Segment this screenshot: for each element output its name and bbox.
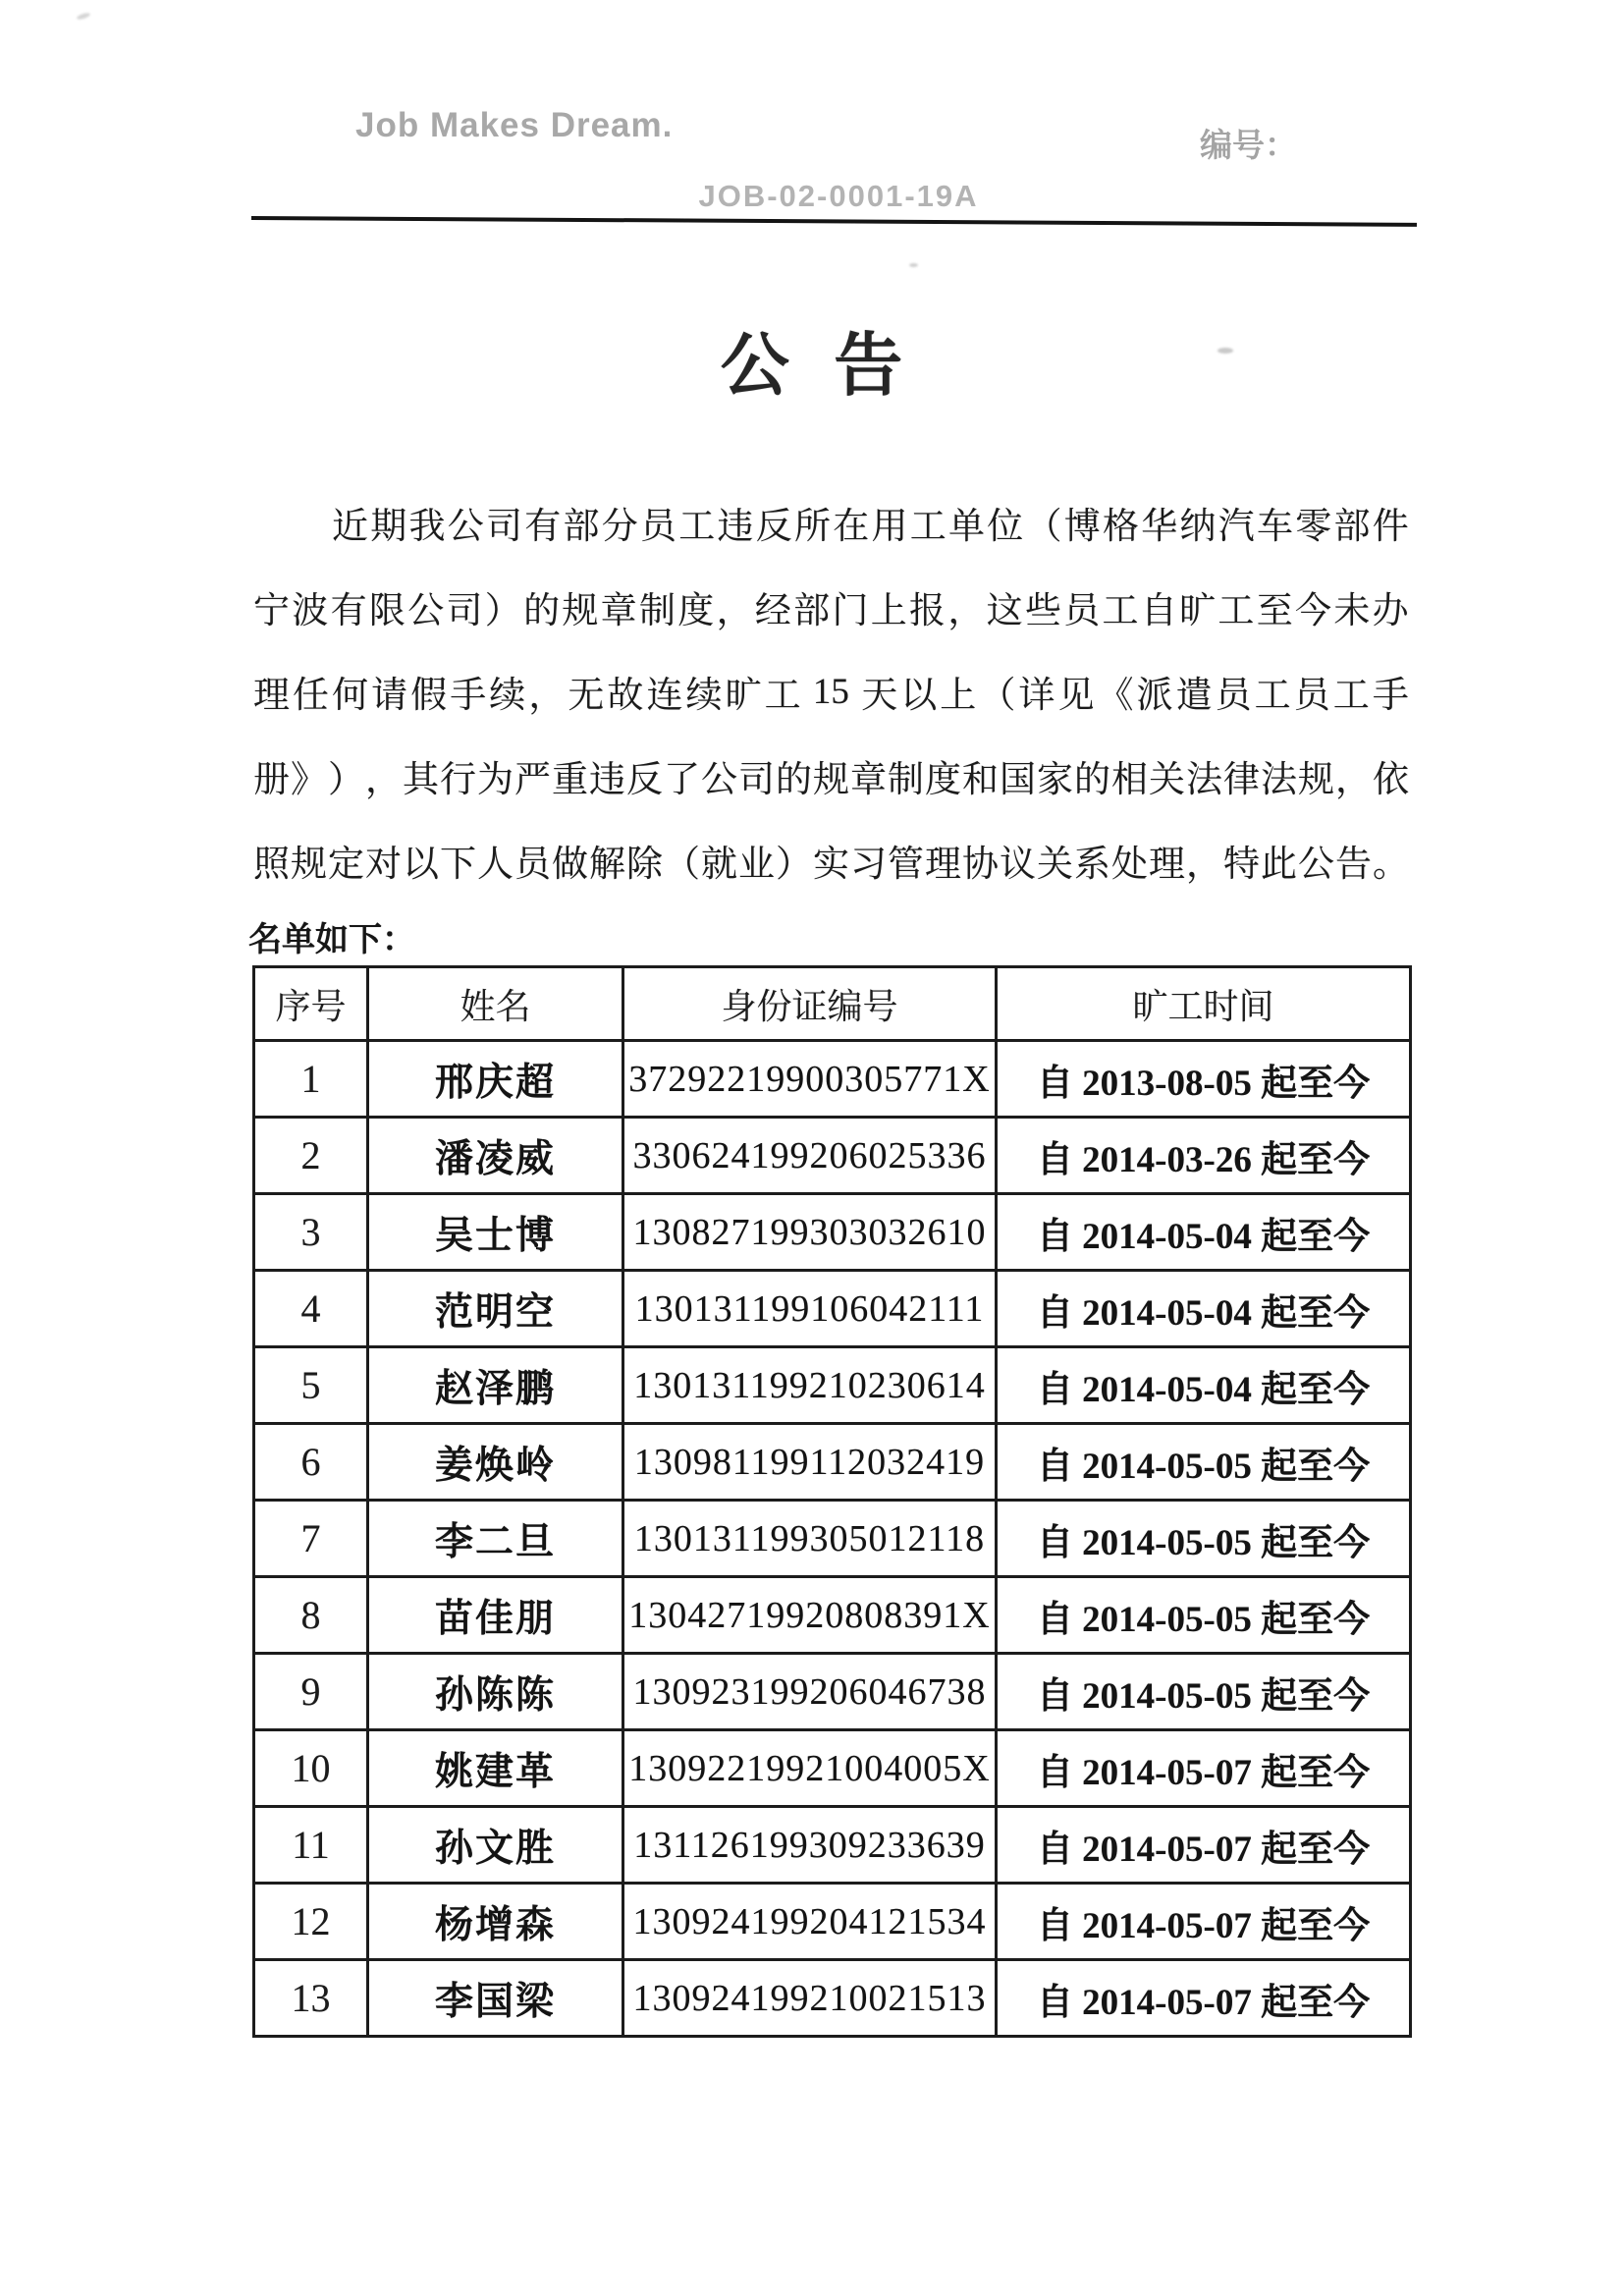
cell-name: 苗佳朋: [368, 1577, 623, 1654]
cell-absence-period: 自 2013-08-05 起至今: [997, 1041, 1411, 1118]
body-line: 册 》 ） ， 其 行 为 严 重 违 反 了 公 司 的 规 章 制 度 和 国 家 的 相 关 法 律 法 规 ， 依: [253, 760, 1409, 800]
cell-index: 10: [254, 1730, 368, 1807]
cell-id-number: 330624199206025336: [623, 1118, 997, 1194]
cell-index: 1: [254, 1041, 368, 1118]
table-row: [254, 1118, 1411, 1194]
cell-id-number: 130131199305012118: [623, 1501, 997, 1577]
doc-code: JOB-02-0001-19A: [698, 179, 979, 213]
cell-id-number: 130924199204121534: [623, 1884, 997, 1960]
cell-absence-period: 自 2014-05-04 起至今: [997, 1194, 1411, 1271]
body-line: 照 规 定 对 以 下 人 员 做 解 除 （ 就 业 ） 实 习 管 理 协 议 关 系 处 理 ， 特 此 公 告 。: [253, 845, 1409, 885]
scan-speck: [909, 263, 918, 267]
table-row: [254, 1347, 1411, 1424]
cell-absence-period: 自 2014-05-04 起至今: [997, 1347, 1411, 1424]
table-row: [254, 1501, 1411, 1577]
body-line: 理 任 何 请 假 手 续 ， 无 故 连 续 旷 工 15 天 以 上 （ 详 见 《 派 遣 员 工 员 工 手: [253, 671, 1409, 716]
cell-absence-period: 自 2014-05-05 起至今: [997, 1501, 1411, 1577]
cell-absence-period: 自 2014-05-07 起至今: [997, 1960, 1411, 2037]
cell-name: 李二旦: [368, 1501, 623, 1577]
cell-index: 11: [254, 1807, 368, 1884]
cell-absence-period: 自 2014-05-05 起至今: [997, 1577, 1411, 1654]
table-row: [254, 1960, 1411, 2037]
cell-absence-period: 自 2014-05-05 起至今: [997, 1654, 1411, 1730]
cell-absence-period: 自 2014-05-07 起至今: [997, 1730, 1411, 1807]
cell-absence-period: 自 2014-05-04 起至今: [997, 1271, 1411, 1347]
cell-index: 13: [254, 1960, 368, 2037]
cell-name: 潘凌威: [368, 1118, 623, 1194]
cell-id-number: 13042719920808391X: [623, 1577, 997, 1654]
table-header-row: [254, 967, 1411, 1041]
body-paragraph: [253, 480, 1409, 902]
table-row: [254, 1271, 1411, 1347]
cell-name: 杨增森: [368, 1884, 623, 1960]
cell-id-number: 37292219900305771X: [623, 1041, 997, 1118]
cell-index: 7: [254, 1501, 368, 1577]
cell-absence-period: 自 2014-05-07 起至今: [997, 1807, 1411, 1884]
col-header-index: 序号: [254, 967, 368, 1041]
doc-number-label: 编号：: [1200, 129, 1297, 164]
list-intro-label: 名单如下：: [248, 921, 415, 958]
cell-index: 5: [254, 1347, 368, 1424]
roster-table: [252, 965, 1412, 2038]
cell-id-number: 130981199112032419: [623, 1424, 997, 1501]
table-row: [254, 1424, 1411, 1501]
cell-id-number: 130827199303032610: [623, 1194, 997, 1271]
scan-speck: [1217, 348, 1233, 354]
cell-index: 12: [254, 1884, 368, 1960]
table-row: [254, 1807, 1411, 1884]
cell-index: 4: [254, 1271, 368, 1347]
col-header-name: 姓名: [368, 967, 623, 1041]
cell-id-number: 130924199210021513: [623, 1960, 997, 2037]
cell-id-number: 131126199309233639: [623, 1807, 997, 1884]
header-divider: [251, 216, 1417, 227]
cell-index: 2: [254, 1118, 368, 1194]
body-line: 近 期 我 公 司 有 部 分 员 工 违 反 所 在 用 工 单 位 （ 博 格 华 纳 汽 车 零 部 件: [332, 507, 1409, 547]
table-row: [254, 1730, 1411, 1807]
cell-name: 赵泽鹏: [368, 1347, 623, 1424]
cell-id-number: 130923199206046738: [623, 1654, 997, 1730]
cell-absence-period: 自 2014-03-26 起至今: [997, 1118, 1411, 1194]
table-row: [254, 1884, 1411, 1960]
table-row: [254, 1654, 1411, 1730]
col-header-absence-period: 旷工时间: [997, 967, 1411, 1041]
cell-name: 吴士博: [368, 1194, 623, 1271]
roster-table-body: [254, 1041, 1411, 2037]
cell-index: 9: [254, 1654, 368, 1730]
cell-name: 孙文胜: [368, 1807, 623, 1884]
cell-id-number: 130131199210230614: [623, 1347, 997, 1424]
cell-name: 姜焕岭: [368, 1424, 623, 1501]
body-line: 宁 波 有 限 公 司 ） 的 规 章 制 度 ， 经 部 门 上 报 ， 这 些 员 工 自 旷 工 至 今 未 办: [253, 591, 1409, 631]
cell-id-number: 13092219921004005X: [623, 1730, 997, 1807]
table-row: [254, 1194, 1411, 1271]
cell-name: 范明空: [368, 1271, 623, 1347]
cell-absence-period: 自 2014-05-05 起至今: [997, 1424, 1411, 1501]
cell-index: 3: [254, 1194, 368, 1271]
table-row: [254, 1041, 1411, 1118]
cell-absence-period: 自 2014-05-07 起至今: [997, 1884, 1411, 1960]
page-title: 公 告: [720, 329, 903, 405]
cell-name: 邢庆超: [368, 1041, 623, 1118]
cell-name: 孙陈陈: [368, 1654, 623, 1730]
cell-name: 姚建革: [368, 1730, 623, 1807]
cell-index: 6: [254, 1424, 368, 1501]
cell-index: 8: [254, 1577, 368, 1654]
cell-name: 李国梁: [368, 1960, 623, 2037]
scan-speck: [77, 12, 91, 21]
company-slogan: Job Makes Dream.: [355, 106, 674, 144]
table-row: [254, 1577, 1411, 1654]
col-header-id-number: 身份证编号: [623, 967, 997, 1041]
cell-id-number: 130131199106042111: [623, 1271, 997, 1347]
